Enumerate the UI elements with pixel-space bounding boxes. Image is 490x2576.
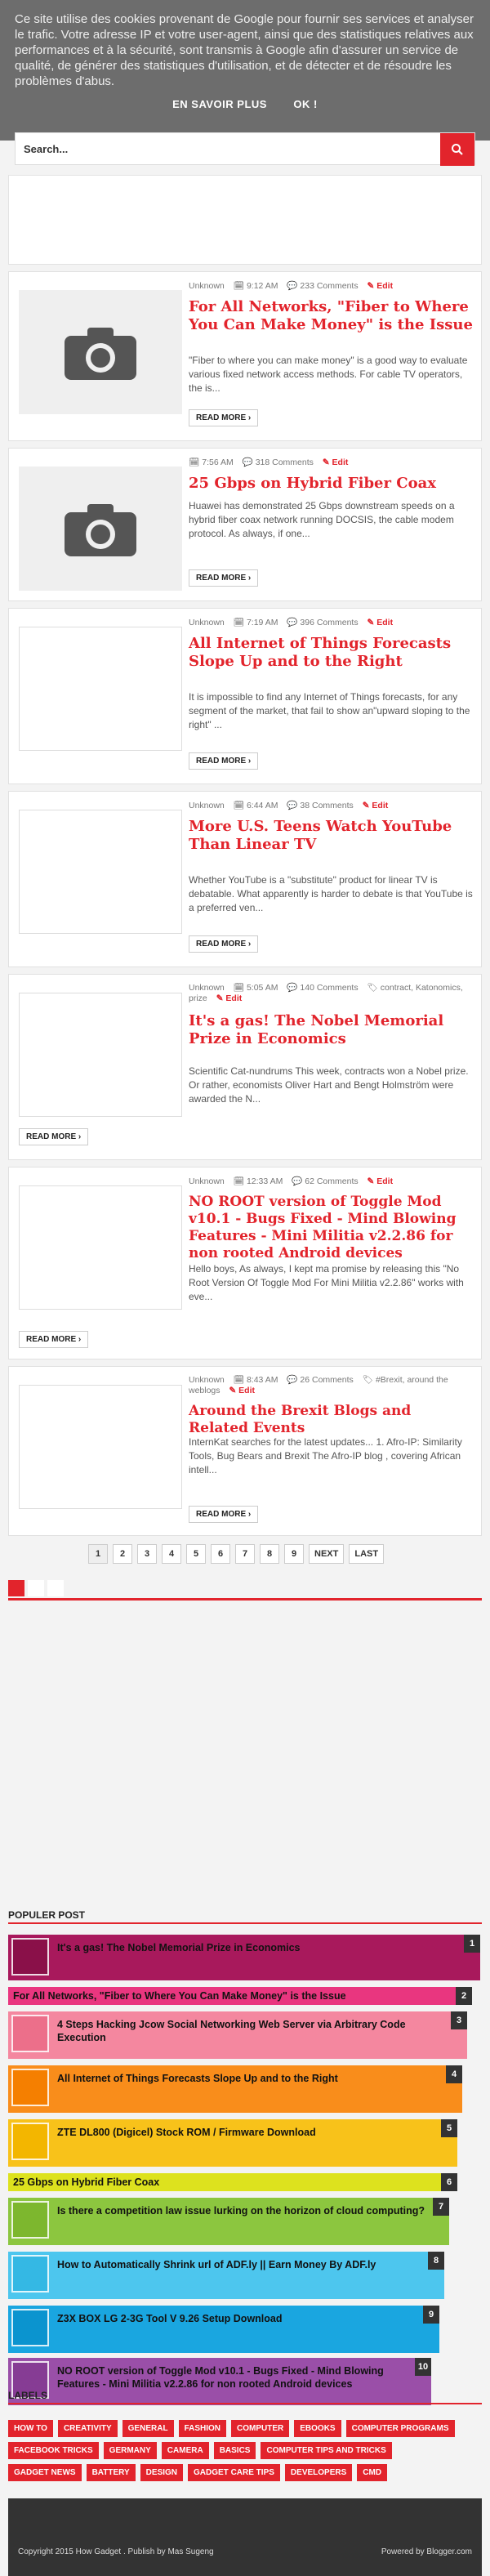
post-thumbnail[interactable]: [19, 290, 182, 414]
post-thumbnail[interactable]: [19, 1385, 182, 1509]
post-time[interactable]: 6:44 AM: [246, 801, 278, 810]
popular-post-rank: 2: [456, 1987, 472, 2005]
post-snippet: It is impossible to find any Internet of Things forecasts, for any segment of the market, that fail to show an"upward sloping to the right" ...: [189, 691, 470, 730]
post-title[interactable]: All Internet of Things Forecasts Slope Up and to the Right: [189, 635, 452, 670]
copyright-text: Copyright 2015 How Gadget . Publish by Mas Sugeng: [18, 2547, 214, 2556]
page-8[interactable]: 8: [260, 1544, 279, 1564]
post-title[interactable]: For All Networks, "Fiber to Where You Can Make Money" is the Issue: [189, 298, 473, 333]
post-author[interactable]: Unknown: [189, 281, 225, 291]
post-thumbnail[interactable]: [19, 1185, 182, 1310]
read-more-button[interactable]: READ MORE ›: [189, 752, 258, 770]
footer: [8, 2498, 482, 2576]
post-comments[interactable]: 318 Comments: [255, 458, 314, 467]
popular-post-item[interactable]: [8, 2198, 449, 2245]
post-author[interactable]: Unknown: [189, 801, 225, 810]
popular-post-rank: 9: [423, 2306, 439, 2324]
popular-post-title[interactable]: NO ROOT version of Toggle Mod v10.1 - Bugs Fixed - Mind Blowing Features - Mini Militia v2.2.86 for non rooted Android devices: [57, 2365, 384, 2390]
post-snippet: Huawei has demonstrated 25 Gbps downstream speeds on a hybrid fiber coax network running DOCSIS, the cable modem protocol. As always, if one...: [189, 500, 455, 539]
post-card: [8, 974, 482, 1160]
page-7[interactable]: 7: [235, 1544, 255, 1564]
label-cloud: [8, 2420, 466, 2481]
edit-link[interactable]: Edit: [238, 1386, 256, 1395]
post-comments[interactable]: 140 Comments: [300, 983, 359, 993]
post-thumbnail[interactable]: [19, 810, 182, 934]
camera-placeholder-icon: [65, 502, 136, 556]
post-time[interactable]: 8:43 AM: [246, 1375, 278, 1385]
label-tag[interactable]: FASHION: [179, 2420, 226, 2437]
post-comments[interactable]: 38 Comments: [300, 801, 354, 810]
post-card: [8, 1366, 482, 1536]
popular-post-rank: 8: [428, 2252, 444, 2270]
divider: [8, 1922, 482, 1924]
post-snippet: InternKat searches for the latest updates... 1. Afro-IP: Similarity Tools, Bug Bears and Brexit The Afro-IP blog , covering African intell...: [189, 1436, 462, 1476]
post-title[interactable]: NO ROOT version of Toggle Mod v10.1 - Bugs Fixed - Mind Blowing Features - Mini Militia v2.2.86 for non rooted Android devices: [189, 1194, 457, 1261]
page-2[interactable]: 2: [113, 1544, 132, 1564]
post-comments[interactable]: 233 Comments: [300, 281, 359, 291]
tab-square-red[interactable]: [8, 1580, 24, 1596]
page-3[interactable]: 3: [137, 1544, 157, 1564]
popular-heading: POPULER POST: [8, 1909, 86, 1921]
popular-post-title[interactable]: 4 Steps Hacking Jcow Social Networking Web Server via Arbitrary Code Execution: [57, 2019, 406, 2043]
search-icon: [451, 143, 464, 156]
post-card: [8, 271, 482, 441]
popular-post-item[interactable]: [8, 2358, 431, 2405]
tab-square-white[interactable]: [28, 1580, 44, 1596]
read-more-button[interactable]: READ MORE ›: [19, 1331, 88, 1348]
post-tags[interactable]: contract, Katonomics, prize: [189, 983, 463, 1003]
popular-post-item[interactable]: [8, 2119, 457, 2167]
popular-post-title[interactable]: All Internet of Things Forecasts Slope Up and to the Right: [57, 2073, 338, 2084]
label-tag[interactable]: COMPUTER PROGRAMS: [346, 2420, 455, 2437]
label-tag[interactable]: CREATIVITY: [58, 2420, 118, 2437]
label-tag[interactable]: CMD: [357, 2464, 387, 2481]
popular-post-title[interactable]: 25 Gbps on Hybrid Fiber Coax: [13, 2176, 160, 2188]
popular-post-thumb: [11, 2015, 49, 2052]
popular-post-title[interactable]: It's a gas! The Nobel Memorial Prize in Economics: [57, 1942, 301, 1953]
label-tag[interactable]: GADGET NEWS: [8, 2464, 82, 2481]
popular-post-rank: 10: [415, 2358, 431, 2376]
read-more-button[interactable]: READ MORE ›: [189, 935, 258, 953]
post-meta: Unknown 🗓 7:19 AM 💬 396 Comments ✎ Edit: [189, 618, 394, 627]
post-author[interactable]: Unknown: [189, 983, 225, 993]
read-more-button[interactable]: READ MORE ›: [189, 409, 258, 426]
post-thumbnail[interactable]: [19, 467, 182, 591]
page-1[interactable]: 1: [88, 1544, 108, 1564]
post-author[interactable]: Unknown: [189, 1176, 225, 1186]
label-tag[interactable]: CAMERA: [162, 2442, 209, 2459]
popular-post-thumb: [11, 2069, 49, 2106]
post-card: [8, 791, 482, 967]
popular-post-title[interactable]: How to Automatically Shrink url of ADF.ly || Earn Money By ADF.ly: [57, 2259, 376, 2270]
post-card: [8, 1167, 482, 1359]
popular-post-thumb: [11, 2255, 49, 2293]
post-time[interactable]: 12:33 AM: [246, 1176, 283, 1186]
tab-square-white[interactable]: [47, 1580, 64, 1596]
cookie-ok-button[interactable]: OK !: [293, 98, 318, 110]
popular-post-item[interactable]: [8, 1935, 480, 1980]
label-tag[interactable]: BATTERY: [87, 2464, 136, 2481]
divider: [8, 2403, 482, 2404]
popular-post-rank: 3: [451, 2011, 467, 2029]
post-thumbnail[interactable]: [19, 993, 182, 1117]
post-meta: Unknown 🗓 5:05 AM 💬 140 Comments 🏷 contract, Katonomics, prize ✎ Edit: [189, 983, 463, 1003]
popular-post-item[interactable]: [8, 2173, 457, 2191]
post-snippet: "Fiber to where you can make money" is a good way to evaluate various fixed network access methods. For cable TV operators, the is...: [189, 355, 468, 394]
post-meta: Unknown 🗓 6:44 AM 💬 38 Comments ✎ Edit: [189, 801, 389, 810]
read-more-button[interactable]: READ MORE ›: [189, 1506, 258, 1523]
post-time[interactable]: 7:19 AM: [246, 618, 278, 627]
popular-post-rank: 7: [433, 2198, 449, 2216]
popular-post-thumb: [11, 1938, 49, 1976]
post-snippet: Whether YouTube is a "substitute" product for linear TV is debatable. What apparently is harder to debate is that YouTube is a preferred ven...: [189, 874, 473, 913]
post-title[interactable]: 25 Gbps on Hybrid Fiber Coax: [189, 475, 436, 492]
page-5[interactable]: 5: [186, 1544, 206, 1564]
post-card: [8, 448, 482, 601]
edit-link[interactable]: Edit: [376, 1176, 394, 1186]
post-author[interactable]: Unknown: [189, 618, 225, 627]
post-comments[interactable]: 26 Comments: [300, 1375, 354, 1385]
post-tags[interactable]: #Brexit, around the weblogs: [189, 1375, 448, 1395]
ad-banner: [8, 175, 482, 265]
post-title[interactable]: Around the Brexit Blogs and Related Events: [189, 1403, 412, 1436]
popular-post-rank: 1: [464, 1935, 480, 1953]
label-tag[interactable]: DESIGN: [140, 2464, 183, 2481]
label-tag[interactable]: DEVELOPERS: [285, 2464, 352, 2481]
post-meta: 🗓 7:56 AM 💬 318 Comments ✎ Edit: [189, 458, 349, 467]
post-time[interactable]: 7:56 AM: [202, 458, 234, 467]
popular-post-rank: 4: [446, 2065, 462, 2083]
popular-post-rank: 5: [441, 2119, 457, 2137]
read-more-button[interactable]: READ MORE ›: [189, 569, 258, 587]
edit-link[interactable]: Edit: [225, 993, 243, 1003]
page-9[interactable]: 9: [284, 1544, 304, 1564]
search-button[interactable]: [440, 133, 474, 166]
label-tag[interactable]: COMPUTER: [231, 2420, 289, 2437]
post-time[interactable]: 5:05 AM: [246, 983, 278, 993]
popular-post-title[interactable]: Is there a competition law issue lurking on the horizon of cloud computing?: [57, 2205, 425, 2217]
popular-post-item[interactable]: [8, 1987, 472, 2005]
label-tag[interactable]: HOW TO: [8, 2420, 53, 2437]
post-comments[interactable]: 396 Comments: [300, 618, 359, 627]
label-tag[interactable]: GERMANY: [104, 2442, 157, 2459]
cookie-text: Ce site utilise des cookies provenant de Google pour fournir ses services et analyser le trafic. Votre adresse IP et votre user-agent, ainsi que des statistiques relatives aux performances et à la sécurité, sont transmis à Google afin d'assurer un service de qualité, de générer des statistiques d'utilisation, et de détecter et de résoudre les problèmes d'abus.: [15, 12, 474, 88]
edit-link[interactable]: Edit: [376, 281, 394, 291]
popular-post-title[interactable]: For All Networks, "Fiber to Where You Can Make Money" is the Issue: [13, 1990, 346, 2002]
last-page-button[interactable]: LAST: [349, 1544, 384, 1564]
powered-by-link[interactable]: Powered by Blogger.com: [381, 2547, 472, 2556]
post-snippet: Scientific Cat-nundrums This week, contracts won a Nobel prize. Or rather, economists Oliver Hart and Bengt Holmström were awarded the N...: [189, 1065, 469, 1105]
label-tag[interactable]: COMPUTER TIPS AND TRICKS: [261, 2442, 391, 2459]
label-tag[interactable]: BASICS: [214, 2442, 256, 2459]
popular-post-rank: 6: [441, 2173, 457, 2191]
post-thumbnail[interactable]: [19, 627, 182, 751]
popular-post-title[interactable]: ZTE DL800 (Digicel) Stock ROM / Firmware Download: [57, 2127, 316, 2138]
post-title[interactable]: More U.S. Teens Watch YouTube Than Linear TV: [189, 818, 452, 853]
popular-post-item[interactable]: [8, 2011, 467, 2059]
post-title[interactable]: It's a gas! The Nobel Memorial Prize in Economics: [189, 1012, 444, 1047]
post-author[interactable]: Unknown: [189, 1375, 225, 1385]
label-tag[interactable]: EBOOKS: [294, 2420, 341, 2437]
cookie-banner: [0, 0, 490, 141]
search-bar: [15, 132, 475, 165]
popular-post-thumb: [11, 2309, 49, 2346]
edit-link[interactable]: Edit: [332, 458, 349, 467]
page-4[interactable]: 4: [162, 1544, 181, 1564]
post-meta: Unknown 🗓 12:33 AM 💬 62 Comments ✎ Edit: [189, 1176, 394, 1186]
popular-post-item[interactable]: [8, 2065, 462, 2113]
labels-heading: LABELS: [8, 2390, 47, 2401]
post-meta: Unknown 🗓 9:12 AM 💬 233 Comments ✎ Edit: [189, 281, 394, 291]
popular-post-title[interactable]: Z3X BOX LG 2-3G Tool V 9.26 Setup Download: [57, 2313, 283, 2324]
popular-post-item[interactable]: [8, 2306, 439, 2353]
popular-post-thumb: [11, 2123, 49, 2160]
post-time[interactable]: 9:12 AM: [246, 281, 278, 291]
learn-more-link[interactable]: EN SAVOIR PLUS: [172, 98, 267, 110]
edit-link[interactable]: Edit: [372, 801, 389, 810]
popular-post-thumb: [11, 2201, 49, 2239]
pagination: [88, 1544, 384, 1564]
search-input[interactable]: Search...: [24, 143, 69, 155]
edit-link[interactable]: Edit: [376, 618, 394, 627]
label-tag[interactable]: GADGET CARE TIPS: [188, 2464, 280, 2481]
post-snippet: Hello boys, As always, I kept ma promise by releasing this "No Root Version Of Toggle Mod For Mini Militia v2.2.86" works with eve...: [189, 1263, 464, 1302]
popular-post-item[interactable]: [8, 2252, 444, 2299]
next-page-button[interactable]: NEXT: [309, 1544, 344, 1564]
read-more-button[interactable]: READ MORE ›: [19, 1128, 88, 1145]
divider: [8, 1598, 482, 1601]
post-meta: Unknown 🗓 8:43 AM 💬 26 Comments 🏷 #Brexit, around the weblogs ✎ Edit: [189, 1375, 448, 1395]
post-card: [8, 608, 482, 784]
post-comments[interactable]: 62 Comments: [305, 1176, 359, 1186]
label-tag[interactable]: FACEBOOK TRICKS: [8, 2442, 99, 2459]
label-tag[interactable]: GENERAL: [122, 2420, 174, 2437]
page-6[interactable]: 6: [211, 1544, 230, 1564]
camera-placeholder-icon: [65, 326, 136, 380]
